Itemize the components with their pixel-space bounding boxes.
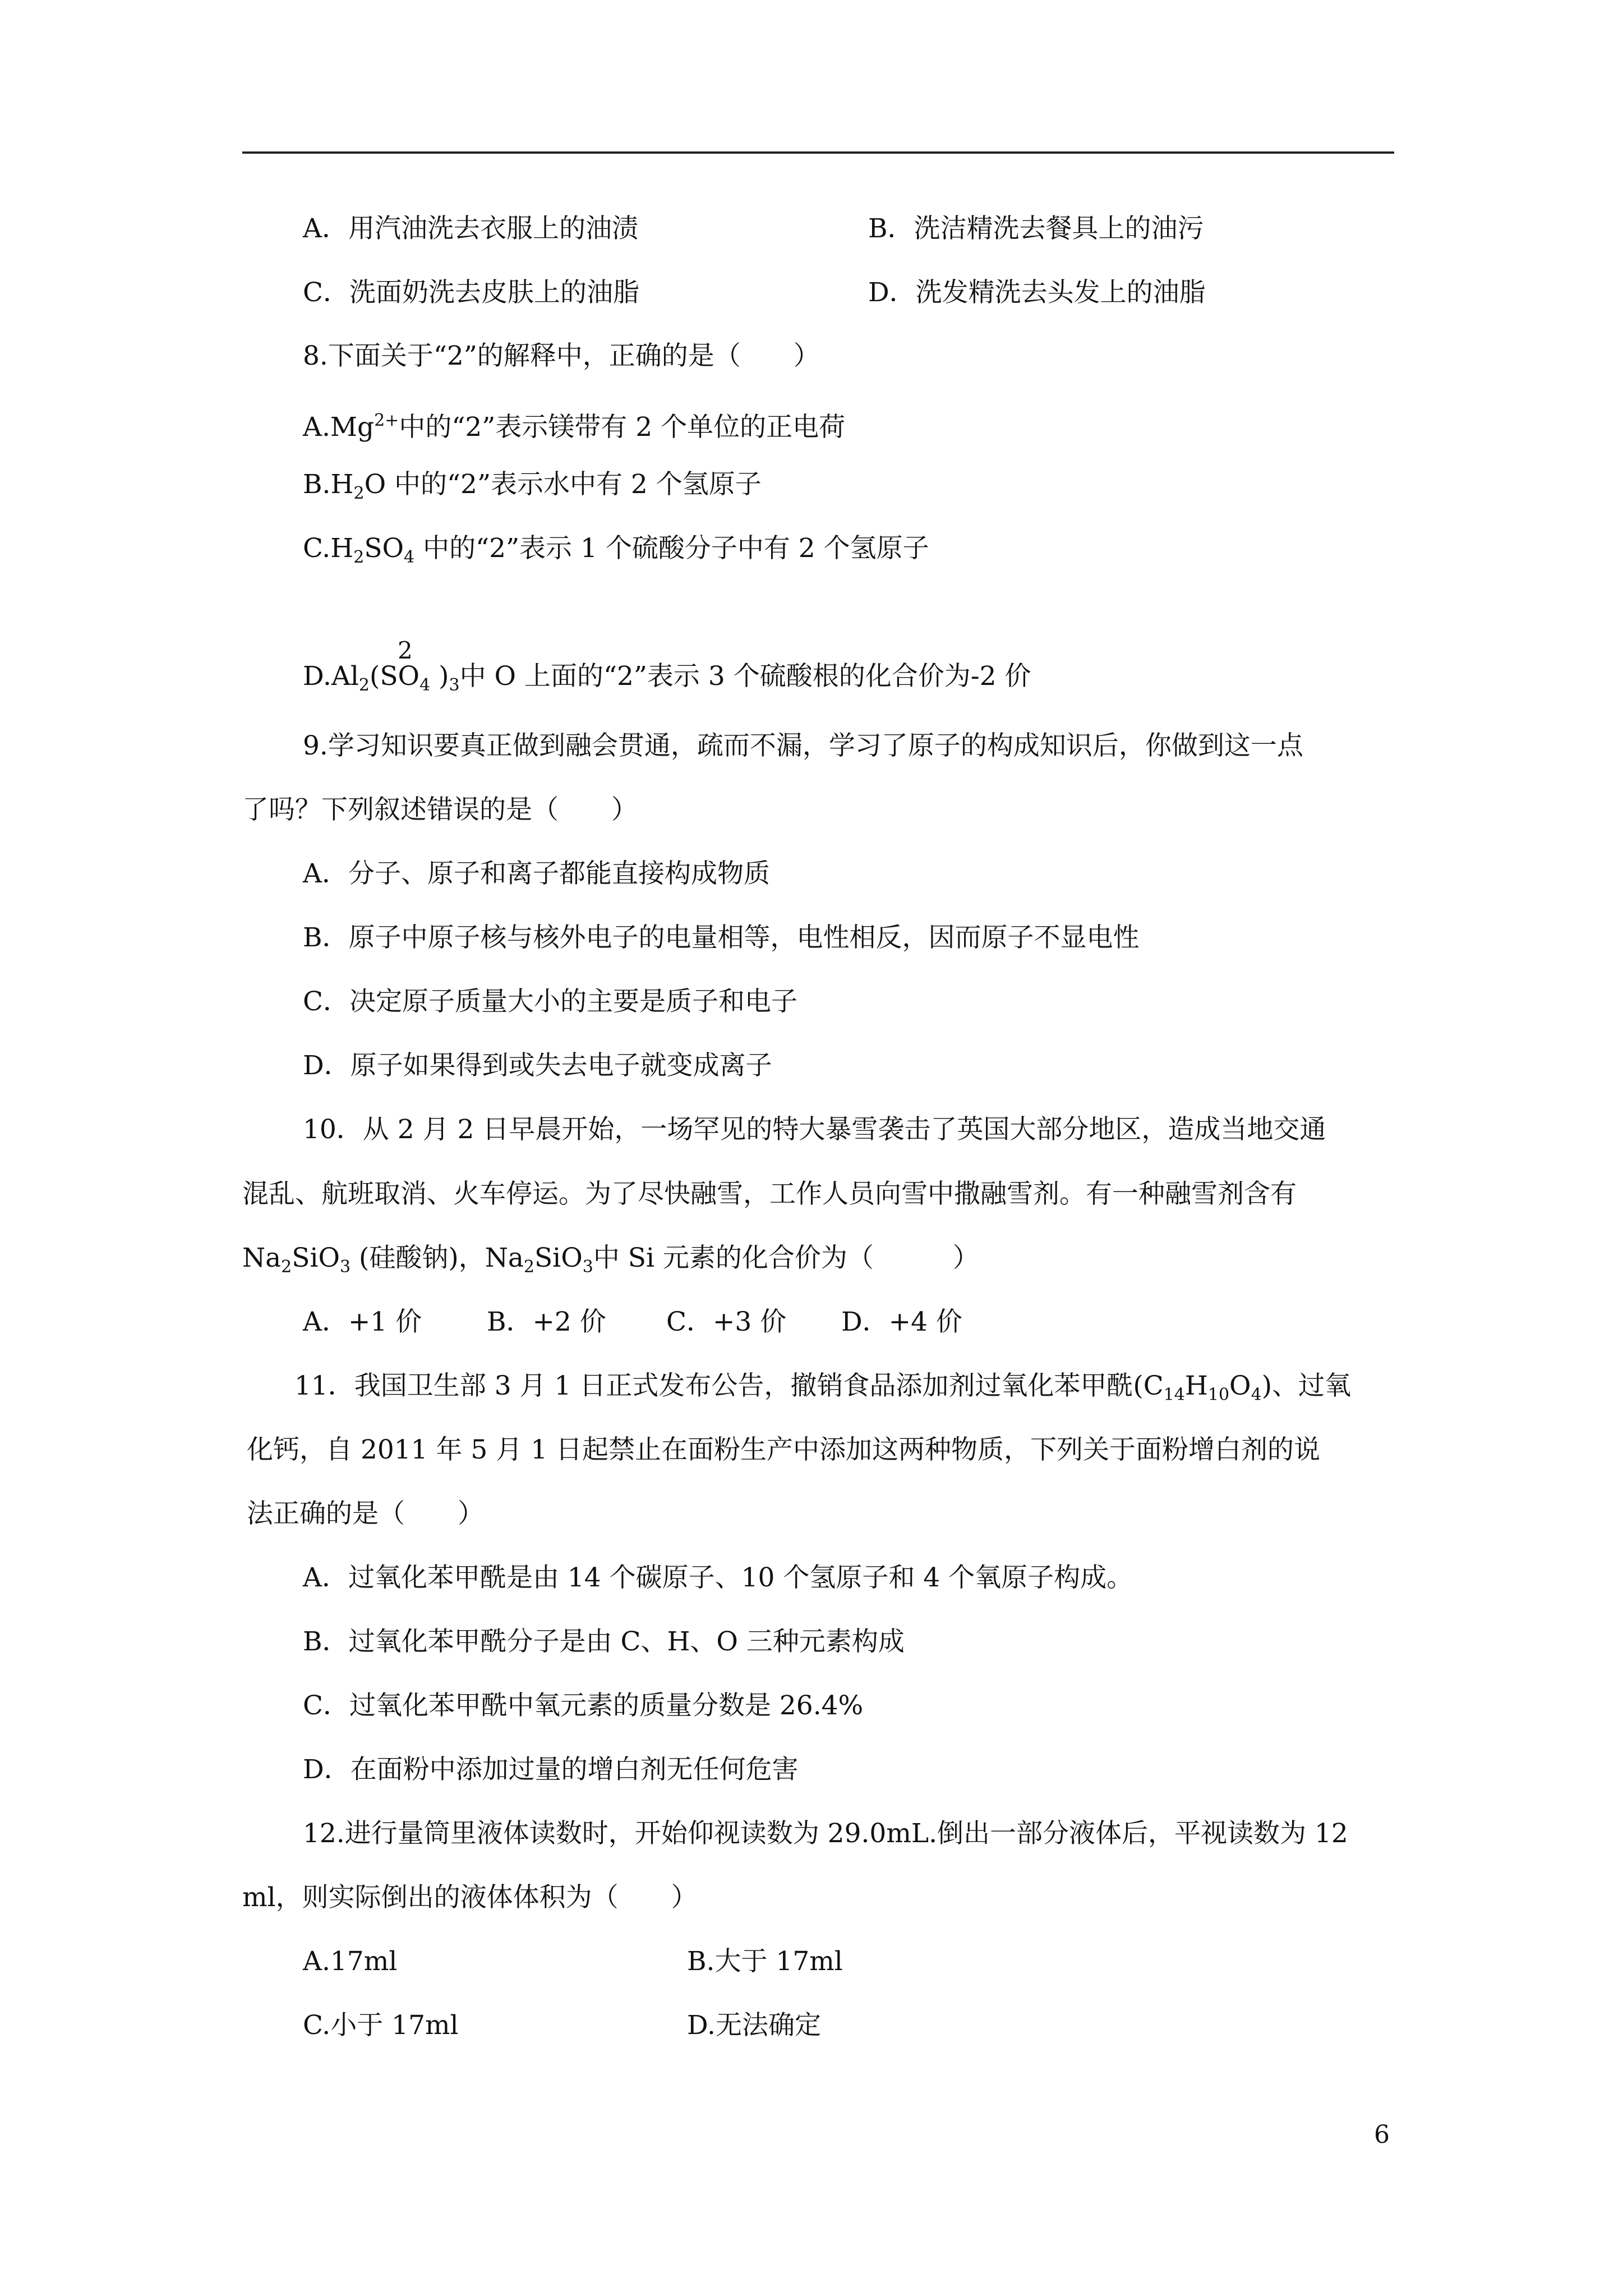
q12-option-a: A.17ml xyxy=(303,1946,398,1977)
header-rule xyxy=(242,151,1394,154)
q8-option-a: $A.Mg^{2+}$中的“2”表示镁带有 2 个单位的正电荷 xyxy=(303,411,846,443)
q9-stem-line2: 了吗？下列叙述错误的是（ ） xyxy=(242,794,638,825)
q11-stem-line1: 11．我国卫生部 3 月 1 日正式发布公告，撤销食品添加剂过氧化苯甲酰$(C_{14}H_{10}O_4)$、过氧 xyxy=(294,1370,1352,1405)
q11-stem-line2: 化钙，自 2011 年 5 月 1 日起禁止在面粉生产中添加这两种物质，下列关于面粉增白剂的说 xyxy=(247,1434,1321,1465)
q9-option-d: D．原子如果得到或失去电子就变成离子 xyxy=(303,1050,772,1081)
q10-option-d: D．+4 价 xyxy=(841,1306,962,1337)
q9-option-a: A．分子、原子和离子都能直接构成物质 xyxy=(303,858,770,889)
q12-option-b: B.大于 17ml xyxy=(687,1946,843,1977)
q10-stem-line3: $Na_2SiO_3$ (硅酸钠)，$Na_2SiO_3$中 Si 元素的化合价为（ ） xyxy=(242,1243,979,1277)
q10-stem-line1: 10．从 2 月 2 日早晨开始，一场罕见的特大暴雪袭击了英国大部分地区，造成当地交通 xyxy=(303,1114,1326,1145)
q8-option-b: $B.H_2O$ 中的“2”表示水中有 2 个氢原子 xyxy=(303,469,762,503)
q11-option-d: D．在面粉中添加过量的增白剂无任何危害 xyxy=(303,1754,799,1785)
q9-option-c: C．决定原子质量大小的主要是质子和电子 xyxy=(303,986,797,1017)
q10-option-b: B．+2 价 xyxy=(487,1306,606,1337)
q12-stem-line2: ml，则实际倒出的液体体积为（ ） xyxy=(242,1882,698,1913)
q8-option-c: $C.H_2SO_4$ 中的“2”表示 1 个硫酸分子中有 2 个氢原子 xyxy=(303,533,929,567)
q10-option-c: C．+3 价 xyxy=(666,1306,787,1337)
q11-option-b: B．过氧化苯甲酰分子是由 C、H、O 三种元素构成 xyxy=(303,1626,905,1657)
q7-option-c: C．洗面奶洗去皮肤上的油脂 xyxy=(303,277,639,308)
q9-option-b: B．原子中原子核与核外电子的电量相等，电性相反，因而原子不显电性 xyxy=(303,922,1140,953)
q8-stem: 8.下面关于“2”的解释中，正确的是（ ） xyxy=(303,341,820,371)
q8-option-d: $D.Al_2(SO$ 2 $_4$ )$_3$中 O 上面的“2”表示 3 个硫酸根的化合价为-2 价 xyxy=(303,637,1031,695)
q10-stem-line2: 混乱、航班取消、火车停运。为了尽快融雪，工作人员向雪中撒融雪剂。有一种融雪剂含有 xyxy=(242,1179,1297,1209)
q7-option-d: D．洗发精洗去头发上的油脂 xyxy=(868,277,1206,308)
q11-option-a: A．过氧化苯甲酰是由 14 个碳原子、10 个氢原子和 4 个氧原子构成。 xyxy=(303,1562,1133,1593)
q12-option-d: D.无法确定 xyxy=(687,2010,821,2041)
q7-option-b: B．洗洁精洗去餐具上的油污 xyxy=(868,213,1204,244)
page-number: 6 xyxy=(1374,2120,1390,2149)
q12-option-c: C.小于 17ml xyxy=(303,2010,459,2041)
q12-stem-line1: 12.进行量筒里液体读数时，开始仰视读数为 29.0mL.倒出一部分液体后，平视读数为 12 xyxy=(303,1818,1348,1849)
q11-stem-line3: 法正确的是（ ） xyxy=(247,1498,484,1529)
q7-option-a: A．用汽油洗去衣服上的油渍 xyxy=(303,213,638,244)
q9-stem-line1: 9.学习知识要真正做到融会贯通，疏而不漏，学习了原子的构成知识后，你做到这一点 xyxy=(303,730,1303,761)
q11-option-c: C．过氧化苯甲酰中氧元素的质量分数是 26.4% xyxy=(303,1690,864,1721)
q10-option-a: A．+1 价 xyxy=(303,1306,422,1337)
